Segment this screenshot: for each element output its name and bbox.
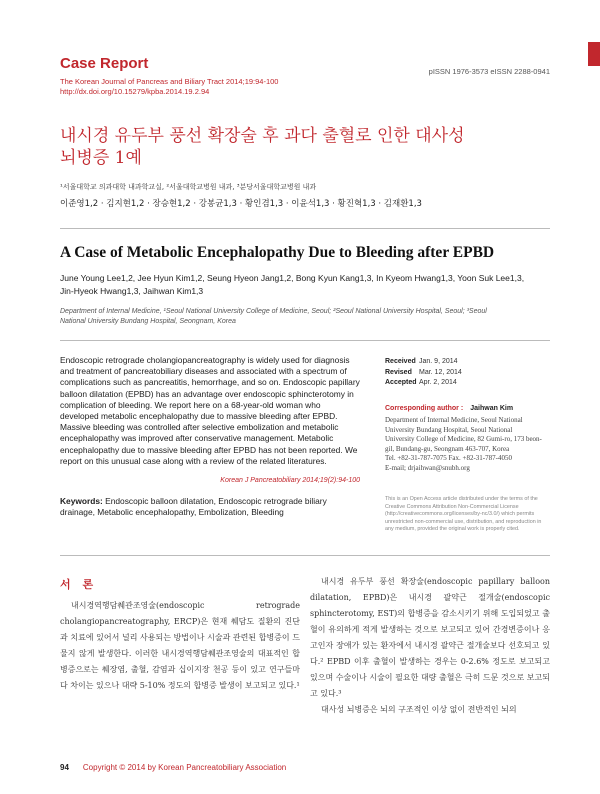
english-title: A Case of Metabolic Encephalopathy Due to Bleeding after EPBD — [60, 244, 495, 261]
page-footer — [60, 763, 550, 772]
korean-title — [60, 125, 530, 169]
section-title-introduction: 서 론 — [60, 578, 98, 591]
short-citation: Korean J Pancreatobiliary 2014;19(2):94-100 — [220, 477, 360, 484]
corresponding-author-name: Jaihwan Kim — [470, 405, 514, 412]
body-paragraph-1: 내시경역행담췌관조영술(endoscopic retrograde cholangiopancreatography, ERCP)은 현재 췌담도 질환의 진단과 치료에 있어서 널리 사용되는 방법이나 시술과 관련된 합병증이 드물지 않게 발생한다. 이러한 내시경역행담췌관조영술의 대표적인 합병증으로는 췌장염, 출혈, 감염과 십이지장 천공 등이 있고 연구들마다 차이는 있으나 대략 5-10% 정도의 합병증 발생이 보고되고 있다.¹ — [60, 601, 300, 690]
divider-top — [60, 228, 550, 229]
received-row — [385, 357, 555, 368]
body-paragraph-2: 내시경 유두부 풍선 확장술(endoscopic papillary balloon dilatation, EPBD)은 내시경 괄약근 절개술(endoscopic sphincterotomy, EST)의 합병증을 감소시키기 위해 도입되었고 출혈이 유의하게 적게 발생하는 것으로 보고되고 있어 간경변증이나 응고인자 장애가 있는 환자에서 내시경 괄약근 절개술보다 선호되고 있다.² EPBD 이후 출혈이 발생하는 경우는 0-2.6% 정도로 보고되고 있으며 수술이나 시술이 필요한 대량 출혈은 극히 드문 것으로 보고되고 있다.³ — [310, 577, 550, 698]
corresponding-author — [385, 395, 550, 474]
address-line-2: University Bundang Hospital, Seoul National — [385, 425, 513, 434]
keywords — [60, 496, 360, 518]
article-header — [60, 55, 550, 96]
english-departments-line-1: Department of Internal Medicine, ¹Seoul National University College of Medicine, Seoul; ²Seoul National University Hospital, Seoul; ³Seoul — [60, 308, 487, 315]
address-line-3: University College of Medicine, 82 Gumi-ro, 173 beon- — [385, 435, 542, 444]
korean-title-line-2: 뇌병증 1예 — [60, 148, 142, 168]
open-access-license: This is an Open Access article distributed under the terms of the Creative Commons Attribution Non-Commercial License (http://creativecommons.org/licenses/by-nc/3.0/) which permits unrestricted non-commercial use, distribution, and reproduction in any medium, provided the original work is properly cited. — [385, 496, 542, 532]
accepted-row — [385, 378, 555, 389]
article-dates — [385, 357, 555, 389]
side-tab-marker — [588, 42, 600, 66]
revised-label: Revised — [385, 368, 412, 376]
copyright-notice: Copyright © 2014 by Korean Pancreatobiliary Association — [82, 763, 287, 772]
english-departments-line-2: National University Bundang Hospital, Seongnam, Korea — [60, 318, 236, 325]
keywords-text: Endoscopic balloon dilatation, Endoscopic retrograde biliary drainage, Metabolic encephalopathy, Embolization, Bleeding — [60, 496, 327, 518]
korean-affiliations: ¹서울대학교 의과대학 내과학교실, ²서울대학교병원 내과, ³분당서울대학교병원 내과 — [60, 183, 317, 191]
received-label: Received — [385, 358, 416, 365]
page-number: 94 — [60, 763, 69, 772]
divider-middle — [60, 340, 550, 341]
english-authors-line-2: Jin-Hyeok Hwang1,3, Jaihwan Kim1,3 — [60, 286, 204, 296]
divider-bottom — [60, 555, 550, 556]
body-column-left — [60, 598, 300, 694]
body-column-right — [310, 574, 550, 718]
english-authors-line-1: June Young Lee1,2, Jee Hyun Kim1,2, Seung Hyeon Jang1,2, Bong Kyun Kang1,3, In Kyeom Hwang1,3, Yoon Suk Lee1,3, — [60, 273, 525, 283]
accepted-label: Accepted — [385, 379, 417, 386]
body-paragraph-3: 대사성 뇌병증은 뇌의 구조적인 이상 없이 전반적인 뇌의 — [321, 705, 517, 714]
corresponding-author-address — [385, 416, 550, 474]
revised-date: Mar. 12, 2014 — [419, 368, 462, 376]
korean-authors: 이준영1,2 · 김지현1,2 · 장승현1,2 · 강봉균1,3 · 황인겸1,3 · 이윤석1,3 · 황진혁1,3 · 김재환1,3 — [60, 199, 422, 209]
accepted-date: Apr. 2, 2014 — [419, 379, 457, 386]
revised-row — [385, 368, 555, 379]
korean-title-line-1: 내시경 유두부 풍선 확장술 후 과다 출혈로 인한 대사성 — [60, 126, 465, 146]
corresponding-author-label: Corresponding author : — [385, 405, 464, 412]
issn-numbers: pISSN 1976-3573 eISSN 2288-0941 — [428, 67, 550, 76]
keywords-label: Keywords: — [60, 496, 103, 506]
received-date: Jan. 9, 2014 — [419, 358, 458, 365]
address-line-4: gil, Bundang-gu, Seongnam 463-707, Korea — [385, 444, 510, 453]
article-type-label: Case Report — [60, 55, 149, 72]
address-line-1: Department of Internal Medicine, Seoul National — [385, 416, 523, 424]
doi-link[interactable]: http://dx.doi.org/10.15279/kpba.2014.19.2.94 — [60, 87, 210, 96]
contact-email[interactable]: E-mail; drjaihwan@snubh.org — [385, 463, 470, 472]
contact-phone-fax: Tel. +82-31-787-7075 Fax. +82-31-787-4050 — [385, 454, 512, 463]
journal-citation: The Korean Journal of Pancreas and Biliary Tract 2014;19:94-100 — [60, 77, 279, 86]
english-departments — [60, 307, 550, 327]
abstract-text: Endoscopic retrograde cholangiopancreatography is widely used for diagnosis and treatment of pancreatobiliary diseases and associated with a spectrum of complications such as pancreatitis, hemorrhage, and so on. Endoscopic papillary balloon dilatation (EPBD) has an advantage over endoscopic sphincterotomy in complication of bleeding. We report here on a 68-year-old woman who developed metabolic encephalopathy due to massive bleeding after EPBD. Massive bleeding was controlled after selective embolization and metabolic encephalopathy was improved after conservative management. Metabolic encephalopathy due to massive bleeding after EPBD has not been reported. We report on this unusual case along with a review of the related literatures. — [60, 355, 360, 466]
english-authors — [60, 272, 550, 298]
